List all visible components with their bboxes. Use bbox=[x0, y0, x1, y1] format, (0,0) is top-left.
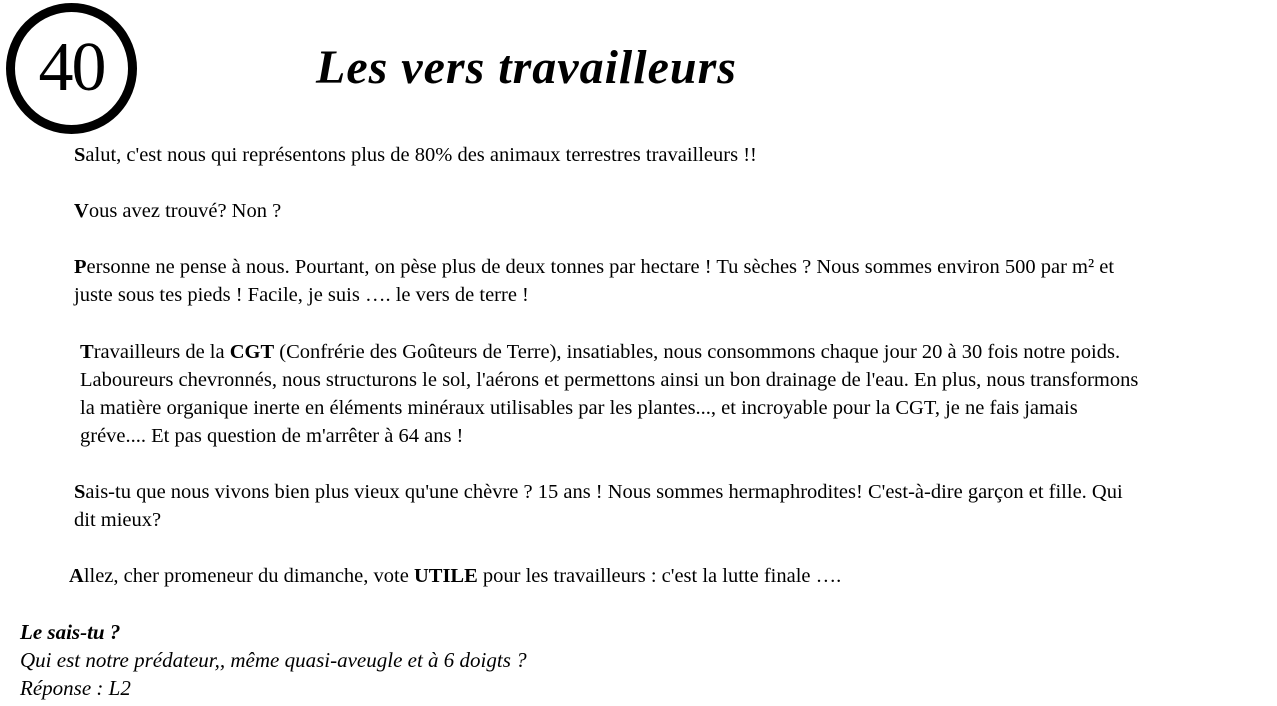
drop-letter: A bbox=[69, 565, 84, 587]
paragraph-intro bbox=[20, 141, 1139, 169]
drop-letter: V bbox=[74, 200, 89, 222]
page-title: Les vers travailleurs bbox=[316, 41, 737, 94]
paragraph-lifespan bbox=[20, 478, 1139, 534]
drop-letter: T bbox=[80, 341, 94, 363]
paragraph-workers bbox=[20, 338, 1145, 450]
paragraph-question bbox=[20, 197, 1139, 225]
page-number-badge bbox=[6, 3, 137, 134]
paragraph-reveal bbox=[20, 253, 1139, 309]
quiz-title: Le sais-tu ? bbox=[20, 620, 121, 644]
page-number: 40 bbox=[38, 28, 105, 106]
paragraph-text: llez, cher promeneur du dimanche, vote bbox=[83, 565, 414, 587]
bold-term: CGT bbox=[229, 341, 275, 363]
paragraph-text: alut, c'est nous qui représentons plus de 80% des animaux terrestres travailleurs !! bbox=[85, 144, 757, 166]
paragraph-text: ous avez trouvé? Non ? bbox=[88, 200, 282, 222]
paragraph-text: ersonne ne pense à nous. Pourtant, on pèse plus de deux tonnes par hectare ! Tu sèches ? Nous sommes environ 500 par m² et juste sous tes pieds ! Facile, je suis …. le vers de terre ! bbox=[74, 256, 1115, 306]
paragraph-text: ais-tu que nous vivons bien plus vieux qu'une chèvre ? 15 ans ! Nous sommes hermaphrodites! C'est-à-dire garçon et fille. Qui dit mieux? bbox=[74, 481, 1123, 531]
paragraph-text: pour les travailleurs : c'est la lutte finale …. bbox=[477, 565, 842, 587]
drop-letter: P bbox=[74, 256, 87, 278]
drop-letter: S bbox=[74, 481, 86, 503]
paragraph-text: (Confrérie des Goûteurs de Terre), insatiables, nous consommons chaque jour 20 à 30 fois notre poids. Laboureurs chevronnés, nous structurons le sol, l'aérons et permettons ainsi un bon drainage de l'eau. En plus, nous transformons la matière organique inerte en éléments minéraux utilisables par les plantes..., et incroyable pour la CGT, je ne fais jamais gréve.... Et pas question de m'arrêter à 64 ans ! bbox=[80, 341, 1139, 447]
quiz-note bbox=[20, 618, 527, 702]
quiz-question: Qui est notre prédateur,, même quasi-aveugle et à 6 doigts ? bbox=[20, 648, 527, 672]
paragraph-closing bbox=[20, 562, 1134, 590]
quiz-answer: Réponse : L2 bbox=[20, 676, 131, 700]
paragraph-text: ravailleurs de la bbox=[93, 341, 230, 363]
drop-letter: S bbox=[74, 144, 86, 166]
bold-term: UTILE bbox=[413, 565, 478, 587]
